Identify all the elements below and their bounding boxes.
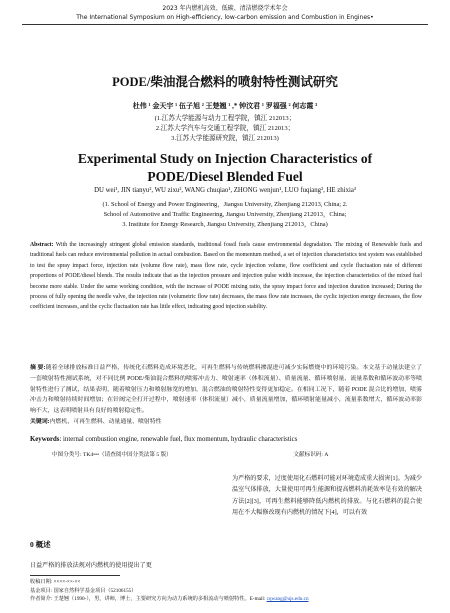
body-right-column: 为严格的要求，过度使用化石燃料可能对环境造成重大损害[1]。为减少温室气体排放，大量使用可再生能源和提高燃料消耗效率是有效的解决方法[2][3]，可再生燃料能够降低内燃机的排放。与化石燃料的混合使用在不大幅修改现有内燃机的情况下[4]，可以有效 [232,476,422,517]
english-affiliation-2: School of Automotive and Traffic Engineering, Jiangsu University, Zhenjiang 212013，China; [103,211,347,218]
abstract-text: With the increasingly stringent global emission standards, traditional fossil fuels cause environmental degradation. The mixing of Renewable fuels and traditional fuels can reduce environmental pollution in actual combustion. Based on the momentum method, a set of injection characteristics test system was established to test the spray impact force, injection rate (volume flow rate), mass flow rate, cycle injection volume, flow coefficient and cycle fluctuation rate of different proportions of PODE/diesel blends. The results indicate that as the injection pressure and injection pulse width increase, the injection characteristics of the mixed fuel become more stable. Under the same working condition, with the increase of PODE mixing ratio, the spray impact force and injection duration increased; During the process of fully opening the needle valve, the injection rate (volumetric flow rate) decreases, the mass flow rate increases, the cyclic injection energy decreases, the flow coefficient increases, and the cyclic fluctuation rate has little effect, indicating good injection stability. [30,242,422,311]
footnote-author-text: 作者简介: 王楚翘（1990-），男，讲师，博士，主要研究方向为动力系统的多相流动与喷射特性。E-mail: [30,596,266,602]
english-affiliation-3: 3. Institute for Energy Research, Jiangsu University, Zhenjiang 212013，China) [122,221,328,228]
clc-number: 中图分类号: TK4•••（请查阅中国分类法第 5 版） [52,452,172,458]
english-title-line-2: PODE/Diesel Blended Fuel [147,169,303,184]
running-header [0,4,450,22]
chinese-affiliations [0,114,450,144]
english-abstract [30,240,422,313]
section-heading: 0 概述 [30,540,51,549]
chinese-affiliation-2: 2.江苏大学汽车与交通工程学院，镇江 212013； [155,125,295,132]
chinese-affiliation-1: (1.江苏大学能源与动力工程学院，镇江 212013； [154,115,296,122]
chinese-abstract [30,363,422,428]
header-line-cn: 2023 年内燃机高效、低碳、清洁燃烧学术年会 [162,5,288,12]
english-keywords [30,436,422,443]
footnote-author [30,595,430,604]
abstract-label: Abstract: [30,242,54,248]
chinese-keywords-label: 关键词: [30,418,50,425]
footnote-fund: 基金项目: 国家自然科学基金项目（52106155） [30,587,137,594]
english-keywords-label: Keywords [30,436,60,443]
english-keywords-text: : internal combustion engine, renewable fuel, flux momentum, hydraulic characteristics [59,436,298,443]
english-title-line-1: Experimental Study on Injection Characteristics of [77,151,373,166]
footnote-rule [30,575,120,576]
classification-line [52,450,432,458]
chinese-title: PODE/柴油混合燃料的喷射特性测试研究 [112,75,338,89]
footnote-received: 收稿日期: ××××-××-×× [30,579,81,585]
chinese-abstract-label: 摘 要: [30,365,46,371]
document-code: 文献标识码: A [293,452,329,458]
header-line-en: The International Symposium on High-efficiency, low-carbon emission and Combustion in Engines• [76,14,374,21]
english-authors: DU wei¹, JIN tianyu², WU zixu², WANG chuqiao¹, ZHONG wenjun¹, LUO fuqiang², HE zhixia³ [94,187,356,194]
chinese-authors: 杜伟 ¹ 金天宇 ¹ 伍子旭 ² 王楚翘 ¹ ,* 钟汶君 ¹ 罗福强 ² 何志霞 ³ [132,102,318,110]
english-affiliation-1: (1. School of Energy and Power Engineering，Jiangsu University, Zhenjiang 212013, China; 2. [102,201,348,208]
english-title [0,150,450,186]
chinese-keywords: 内燃机、可再生燃料、动量通量、喷射特性 [49,418,162,425]
english-affiliations [0,200,450,230]
chinese-abstract-text: 随着全球排放标准日益严格，传统化石燃料造成环境恶化，可再生燃料与传统燃料掺混进可减少实际燃烧中的环境污染。本文基于动量法建立了一套喷射特性测试系统，对不同比例 PODE/柴油混合燃料的喷雾冲击力、喷射速率（体积流量）、质量流量、循环喷射量、流量系数和循环波动率等喷射特性进行了测试，结果表明，随着喷射压力和喷射脉宽的增加，混合燃油的喷射特性变得更加稳定。在相同工况下，随着 PODE 混合比的增加，喷雾冲击力和喷射持续时间增加；在针阀完全打开过程中，喷射速率（体积流量）减小，质量流量增加，循环喷射能量减小，流量系数增大，循环波动率影响不大，这表明喷射具有良好的喷射稳定性。 [30,365,423,415]
footnote [30,578,430,604]
author-email-link[interactable]: cqwang@ujs.edu.cn [266,596,309,602]
header-rule [22,24,428,25]
chinese-affiliation-3: 3.江苏大学能源研究院，镇江 212013) [171,135,279,142]
body-left-column: 日益严格的排放法规对内燃机的使用提出了更 [30,563,152,569]
